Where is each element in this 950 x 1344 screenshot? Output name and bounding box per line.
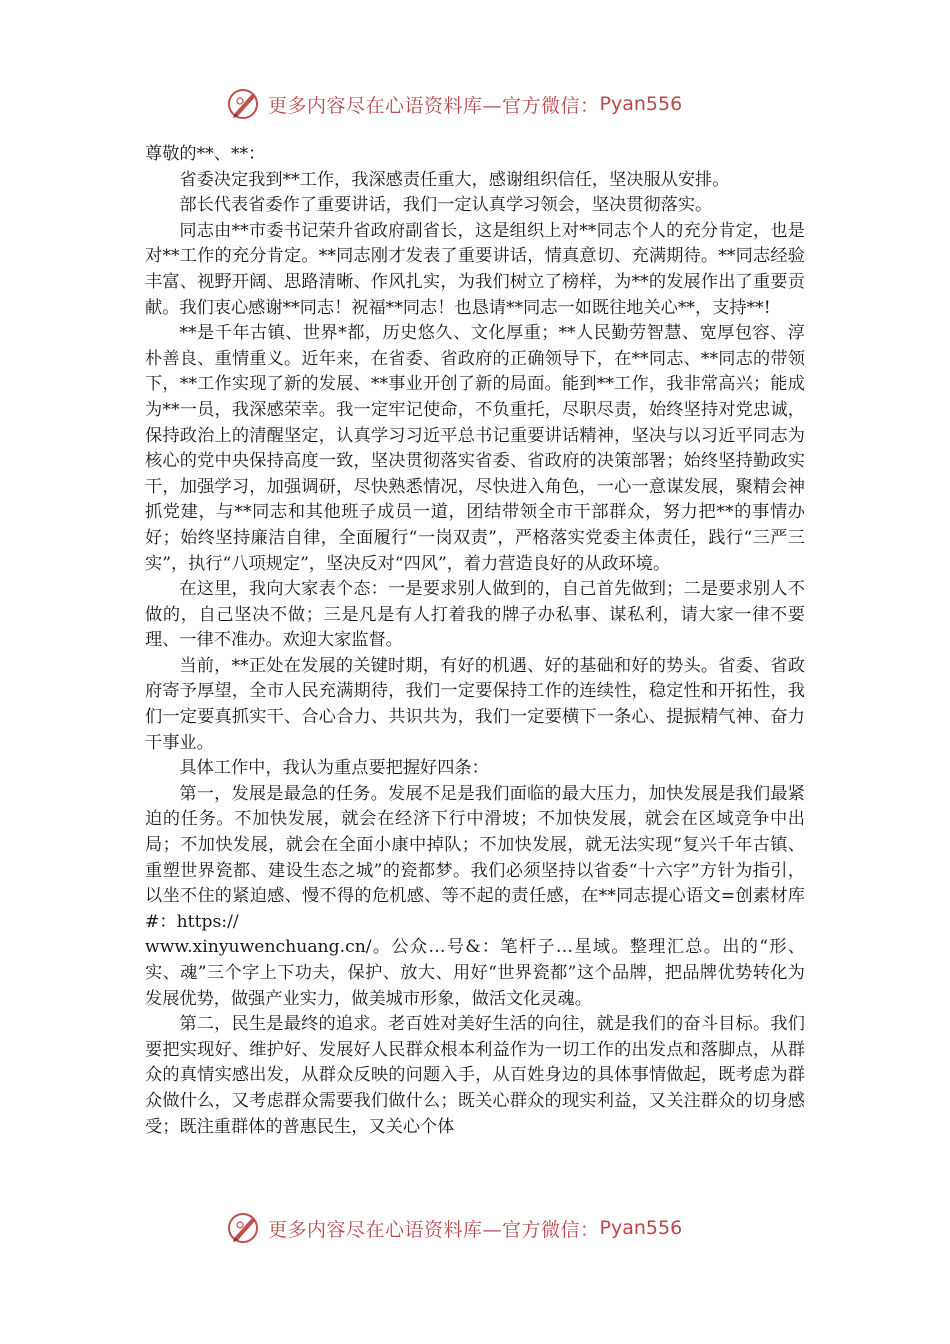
- footer-banner-text: 更多内容尽在心语资料库—官方微信：: [268, 1218, 600, 1241]
- salutation: 尊敬的**、**：: [145, 144, 266, 164]
- pen-logo-icon: [226, 86, 262, 122]
- url-paragraph: www.xinyuwenchuang.cn/。公众…号&：笔杆子…星域。整理汇总。出的“形、实、魂”三个字上下功夫，保护、放大、用好“世界瓷都”这个品牌，把品牌优势转化为发展优势，做强产业实力，做美城市形象，做活文化灵魂。: [145, 937, 805, 1009]
- paragraph: 同志由**市委书记荣升省政府副省长，这是组织上对**同志个人的充分肯定，也是对**工作的充分肯定。**同志刚才发表了重要讲话，情真意切、充满期待。**同志经验丰富、视野开阔、思路清晰、作风扎实，为我们树立了榜样，为**的发展作出了重要贡献。我们衷心感谢**同志！祝福**同志！也恳请**同志一如既往地关心**，支持**!: [145, 220, 805, 318]
- header-banner: [226, 84, 682, 124]
- paragraph: 当前，**正处在发展的关键时期，有好的机遇、好的基础和好的势头。省委、省政府寄予厚望，全市人民充满期待，我们一定要保持工作的连续性，稳定性和开拓性，我们一定要真抓实干、合心合力、共识共为，我们一定要横下一条心、提振精气神、奋力干事业。: [145, 655, 805, 753]
- pen-logo-icon: [226, 1210, 262, 1246]
- paragraph: 具体工作中，我认为重点要把握好四条：: [179, 758, 489, 779]
- paragraph: 部长代表省委作了重要讲话，我们一定认真学习领会，坚决贯彻落实。: [179, 195, 713, 216]
- header-banner-wechat-id: Pyan556: [599, 93, 683, 115]
- footer-banner-wechat-id: Pyan556: [599, 1217, 683, 1239]
- paragraph: 第一，发展是最急的任务。发展不足是我们面临的最大压力，加快发展是我们最紧迫的任务。不加快发展，就会在经济下行中滑坡；不加快发展，就会在区域竞争中出局；不加快发展，就会在全面小康中掉队；不加快发展，就无法实现“复兴千年古镇、重塑世界瓷都、建设生态之城”的瓷都梦。我们必须坚持以省委“十六字”方针为指引，以坐不住的紧迫感、慢不得的危机感、等不起的责任感，在**同志提心语文=创素材库#：https://: [145, 783, 805, 932]
- paragraph: 第二，民生是最终的追求。老百姓对美好生活的向往，就是我们的奋斗目标。我们要把实现好、维护好、发展好人民群众根本利益作为一切工作的出发点和落脚点，从群众的真情实感出发，从群众反映的问题入手，从百姓身边的具体事情做起，既考虑为群众做什么，又考虑群众需要我们做什么；既关心群众的现实利益，又关注群众的切身感受；既注重群体的普惠民生，又关心个体: [145, 1014, 805, 1137]
- header-banner-text: 更多内容尽在心语资料库—官方微信：: [268, 94, 600, 117]
- paragraph: **是千年古镇、世界*都，历史悠久、文化厚重；**人民勤劳智慧、宽厚包容、淳朴善良、重情重义。近年来，在省委、省政府的正确领导下，在**同志、**同志的带领下，**工作实现了新的发展、**事业开创了新的局面。能到**工作，我非常高兴；能成为**一员，我深感荣幸。我一定牢记使命，不负重托，尽职尽责，始终坚持对党忠诚，保持政治上的清醒坚定，认真学习习近平总书记重要讲话精神，坚决与以习近平同志为核心的党中央保持高度一致，坚决贯彻落实省委、省政府的决策部署；始终坚持勤政实干，加强学习，加强调研，尽快熟悉情况，尽快进入角色，一心一意谋发展，聚精会神抓党建，与**同志和其他班子成员一道，团结带领全市干部群众，努力把**的事情办好；始终坚持廉洁自律，全面履行“一岗双责”，严格落实党委主体责任，践行“三严三实”，执行“八项规定”，坚决反对“四风”，着力营造良好的从政环境。: [145, 323, 805, 574]
- paragraph: 省委决定我到**工作，我深感责任重大，感谢组织信任，坚决服从安排。: [179, 169, 730, 190]
- paragraph: 在这里，我向大家表个态：一是要求别人做到的，自己首先做到；二是要求别人不做的，自己坚决不做；三是凡是有人打着我的牌子办私事、谋私利，请大家一律不要理、一律不准办。欢迎大家监督。: [145, 579, 805, 651]
- document-body: [145, 142, 805, 1140]
- footer-banner: [226, 1208, 682, 1248]
